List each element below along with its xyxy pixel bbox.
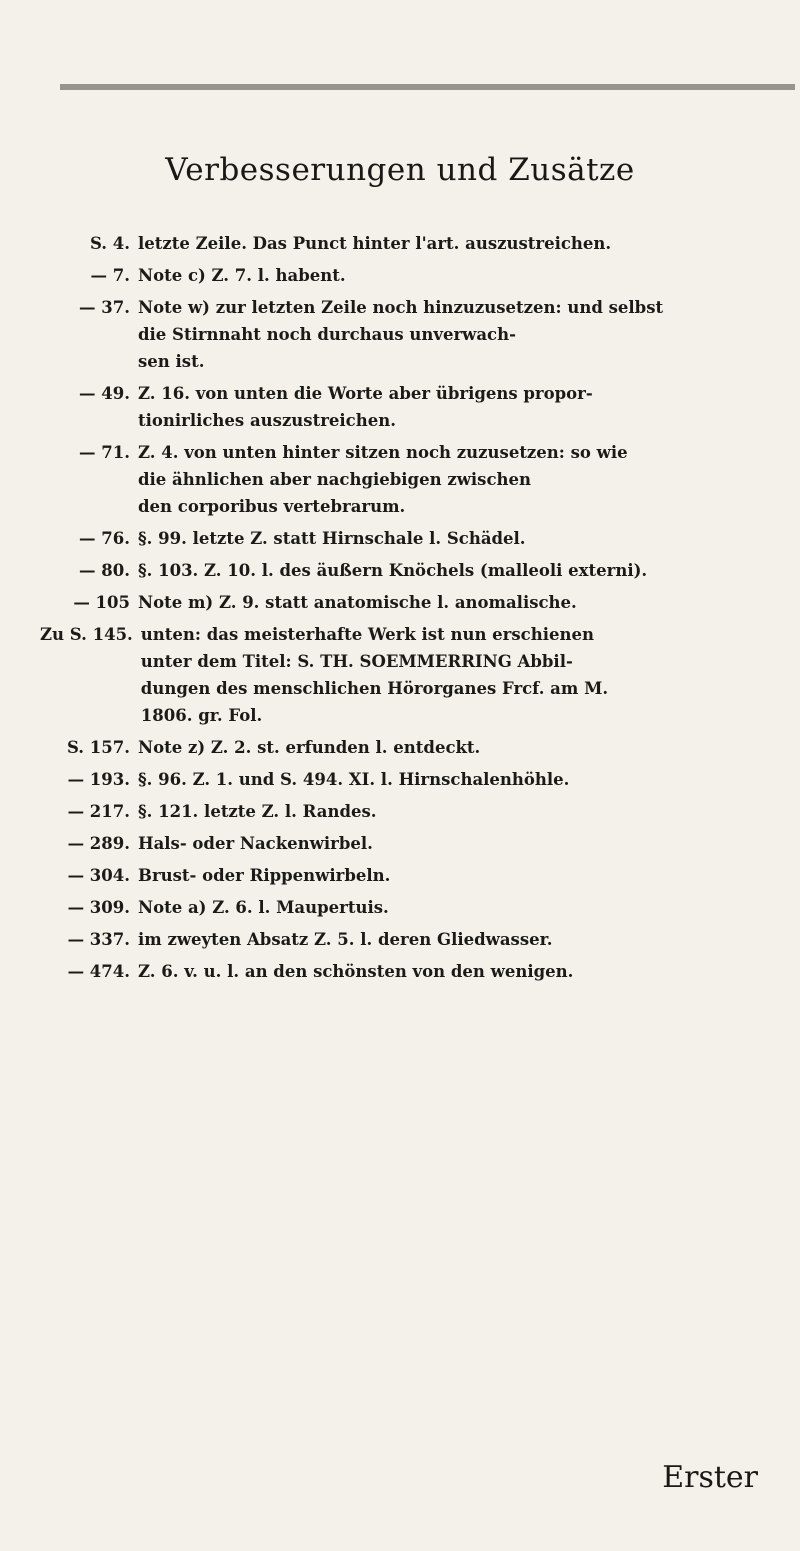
errata-line: §. 96. Z. 1. und S. 494. XI. l. Hirnschalenhöhle. <box>138 770 570 789</box>
errata-entry <box>40 830 785 857</box>
errata-line: sen ist. <box>138 352 205 371</box>
errata-line: Z. 16. von unten die Worte aber übrigens propor- <box>138 384 593 403</box>
errata-correction <box>138 734 785 761</box>
errata-correction <box>138 439 785 520</box>
errata-correction <box>138 958 785 985</box>
errata-correction <box>138 926 785 953</box>
errata-correction <box>138 798 785 825</box>
errata-line: Z. 6. v. u. l. an den schönsten von den wenigen. <box>138 962 574 981</box>
errata-reference: — 37. <box>79 298 130 317</box>
errata-line: Note w) zur letzten Zeile noch hinzuzusetzen: und selbst <box>138 298 664 317</box>
errata-correction <box>138 589 785 616</box>
errata-line: Note c) Z. 7. l. habent. <box>138 266 346 285</box>
errata-line: Note m) Z. 9. statt anatomische l. anomalische. <box>138 593 577 612</box>
errata-correction <box>141 621 785 729</box>
errata-correction <box>138 230 785 257</box>
errata-correction <box>138 894 785 921</box>
errata-entry <box>40 439 785 520</box>
errata-reference: — 337. <box>67 930 130 949</box>
errata-line: §. 121. letzte Z. l. Randes. <box>138 802 377 821</box>
errata-reference: — 7. <box>90 266 130 285</box>
errata-line: Note a) Z. 6. l. Maupertuis. <box>138 898 389 917</box>
errata-reference: S. 4. <box>89 234 130 253</box>
errata-line: §. 99. letzte Z. statt Hirnschale l. Schädel. <box>138 529 526 548</box>
errata-correction <box>138 830 785 857</box>
catchword: Erster <box>662 1460 758 1495</box>
top-rule <box>60 84 795 90</box>
errata-reference: — 304. <box>67 866 130 885</box>
errata-correction <box>138 525 785 552</box>
errata-entry <box>40 798 785 825</box>
errata-reference: — 309. <box>67 898 130 917</box>
errata-entry <box>40 958 785 985</box>
errata-line: tionirliches auszustreichen. <box>138 411 396 430</box>
errata-correction <box>138 557 785 584</box>
errata-entry <box>40 734 785 761</box>
errata-list <box>40 230 785 990</box>
errata-reference: — 474. <box>67 962 130 981</box>
errata-entry <box>40 766 785 793</box>
errata-correction <box>138 262 785 289</box>
errata-line: den corporibus vertebrarum. <box>138 497 406 516</box>
errata-line: dungen des menschlichen Hörorganes Frcf. am M. <box>140 679 609 698</box>
errata-line: Z. 4. von unten hinter sitzen noch zuzusetzen: so wie <box>138 443 628 462</box>
errata-entry <box>40 294 785 375</box>
errata-entry <box>40 230 785 257</box>
errata-line: Brust- oder Rippenwirbeln. <box>138 866 391 885</box>
errata-line: unten: das meisterhafte Werk ist nun erschienen <box>140 625 594 644</box>
errata-line: die ähnlichen aber nachgiebigen zwischen <box>138 470 531 489</box>
errata-entry <box>40 525 785 552</box>
errata-reference: S. 157. <box>66 738 130 757</box>
errata-reference: — 49. <box>79 384 130 403</box>
errata-entry <box>40 262 785 289</box>
errata-entry <box>40 621 785 729</box>
errata-line: Note z) Z. 2. st. erfunden l. entdeckt. <box>138 738 481 757</box>
errata-entry <box>40 894 785 921</box>
errata-line: §. 103. Z. 10. l. des äußern Knöchels (malleoli externi). <box>138 561 648 580</box>
errata-reference: — 289. <box>67 834 130 853</box>
page-heading: Verbesserungen und Zusätze <box>165 152 635 188</box>
errata-line: Hals- oder Nackenwirbel. <box>138 834 373 853</box>
errata-correction <box>138 380 785 434</box>
errata-correction <box>138 766 785 793</box>
errata-reference: — 71. <box>79 443 130 462</box>
errata-line: im zweyten Absatz Z. 5. l. deren Gliedwasser. <box>138 930 553 949</box>
errata-line: 1806. gr. Fol. <box>140 706 263 725</box>
errata-entry <box>40 380 785 434</box>
errata-entry <box>40 862 785 889</box>
errata-reference: — 80. <box>79 561 130 580</box>
errata-line: letzte Zeile. Das Punct hinter l'art. auszustreichen. <box>138 234 612 253</box>
errata-line: unter dem Titel: S. TH. SOEMMERRING Abbil- <box>140 652 573 671</box>
errata-reference: — 193. <box>67 770 130 789</box>
errata-reference: Zu S. 145. <box>40 625 133 644</box>
errata-entry <box>40 589 785 616</box>
errata-line: die Stirnnaht noch durchaus unverwach- <box>138 325 516 344</box>
errata-correction <box>138 862 785 889</box>
errata-reference: — 76. <box>79 529 130 548</box>
errata-entry <box>40 926 785 953</box>
errata-entry <box>40 557 785 584</box>
errata-reference: — 105 <box>73 593 130 612</box>
errata-correction <box>138 294 785 375</box>
errata-reference: — 217. <box>67 802 130 821</box>
